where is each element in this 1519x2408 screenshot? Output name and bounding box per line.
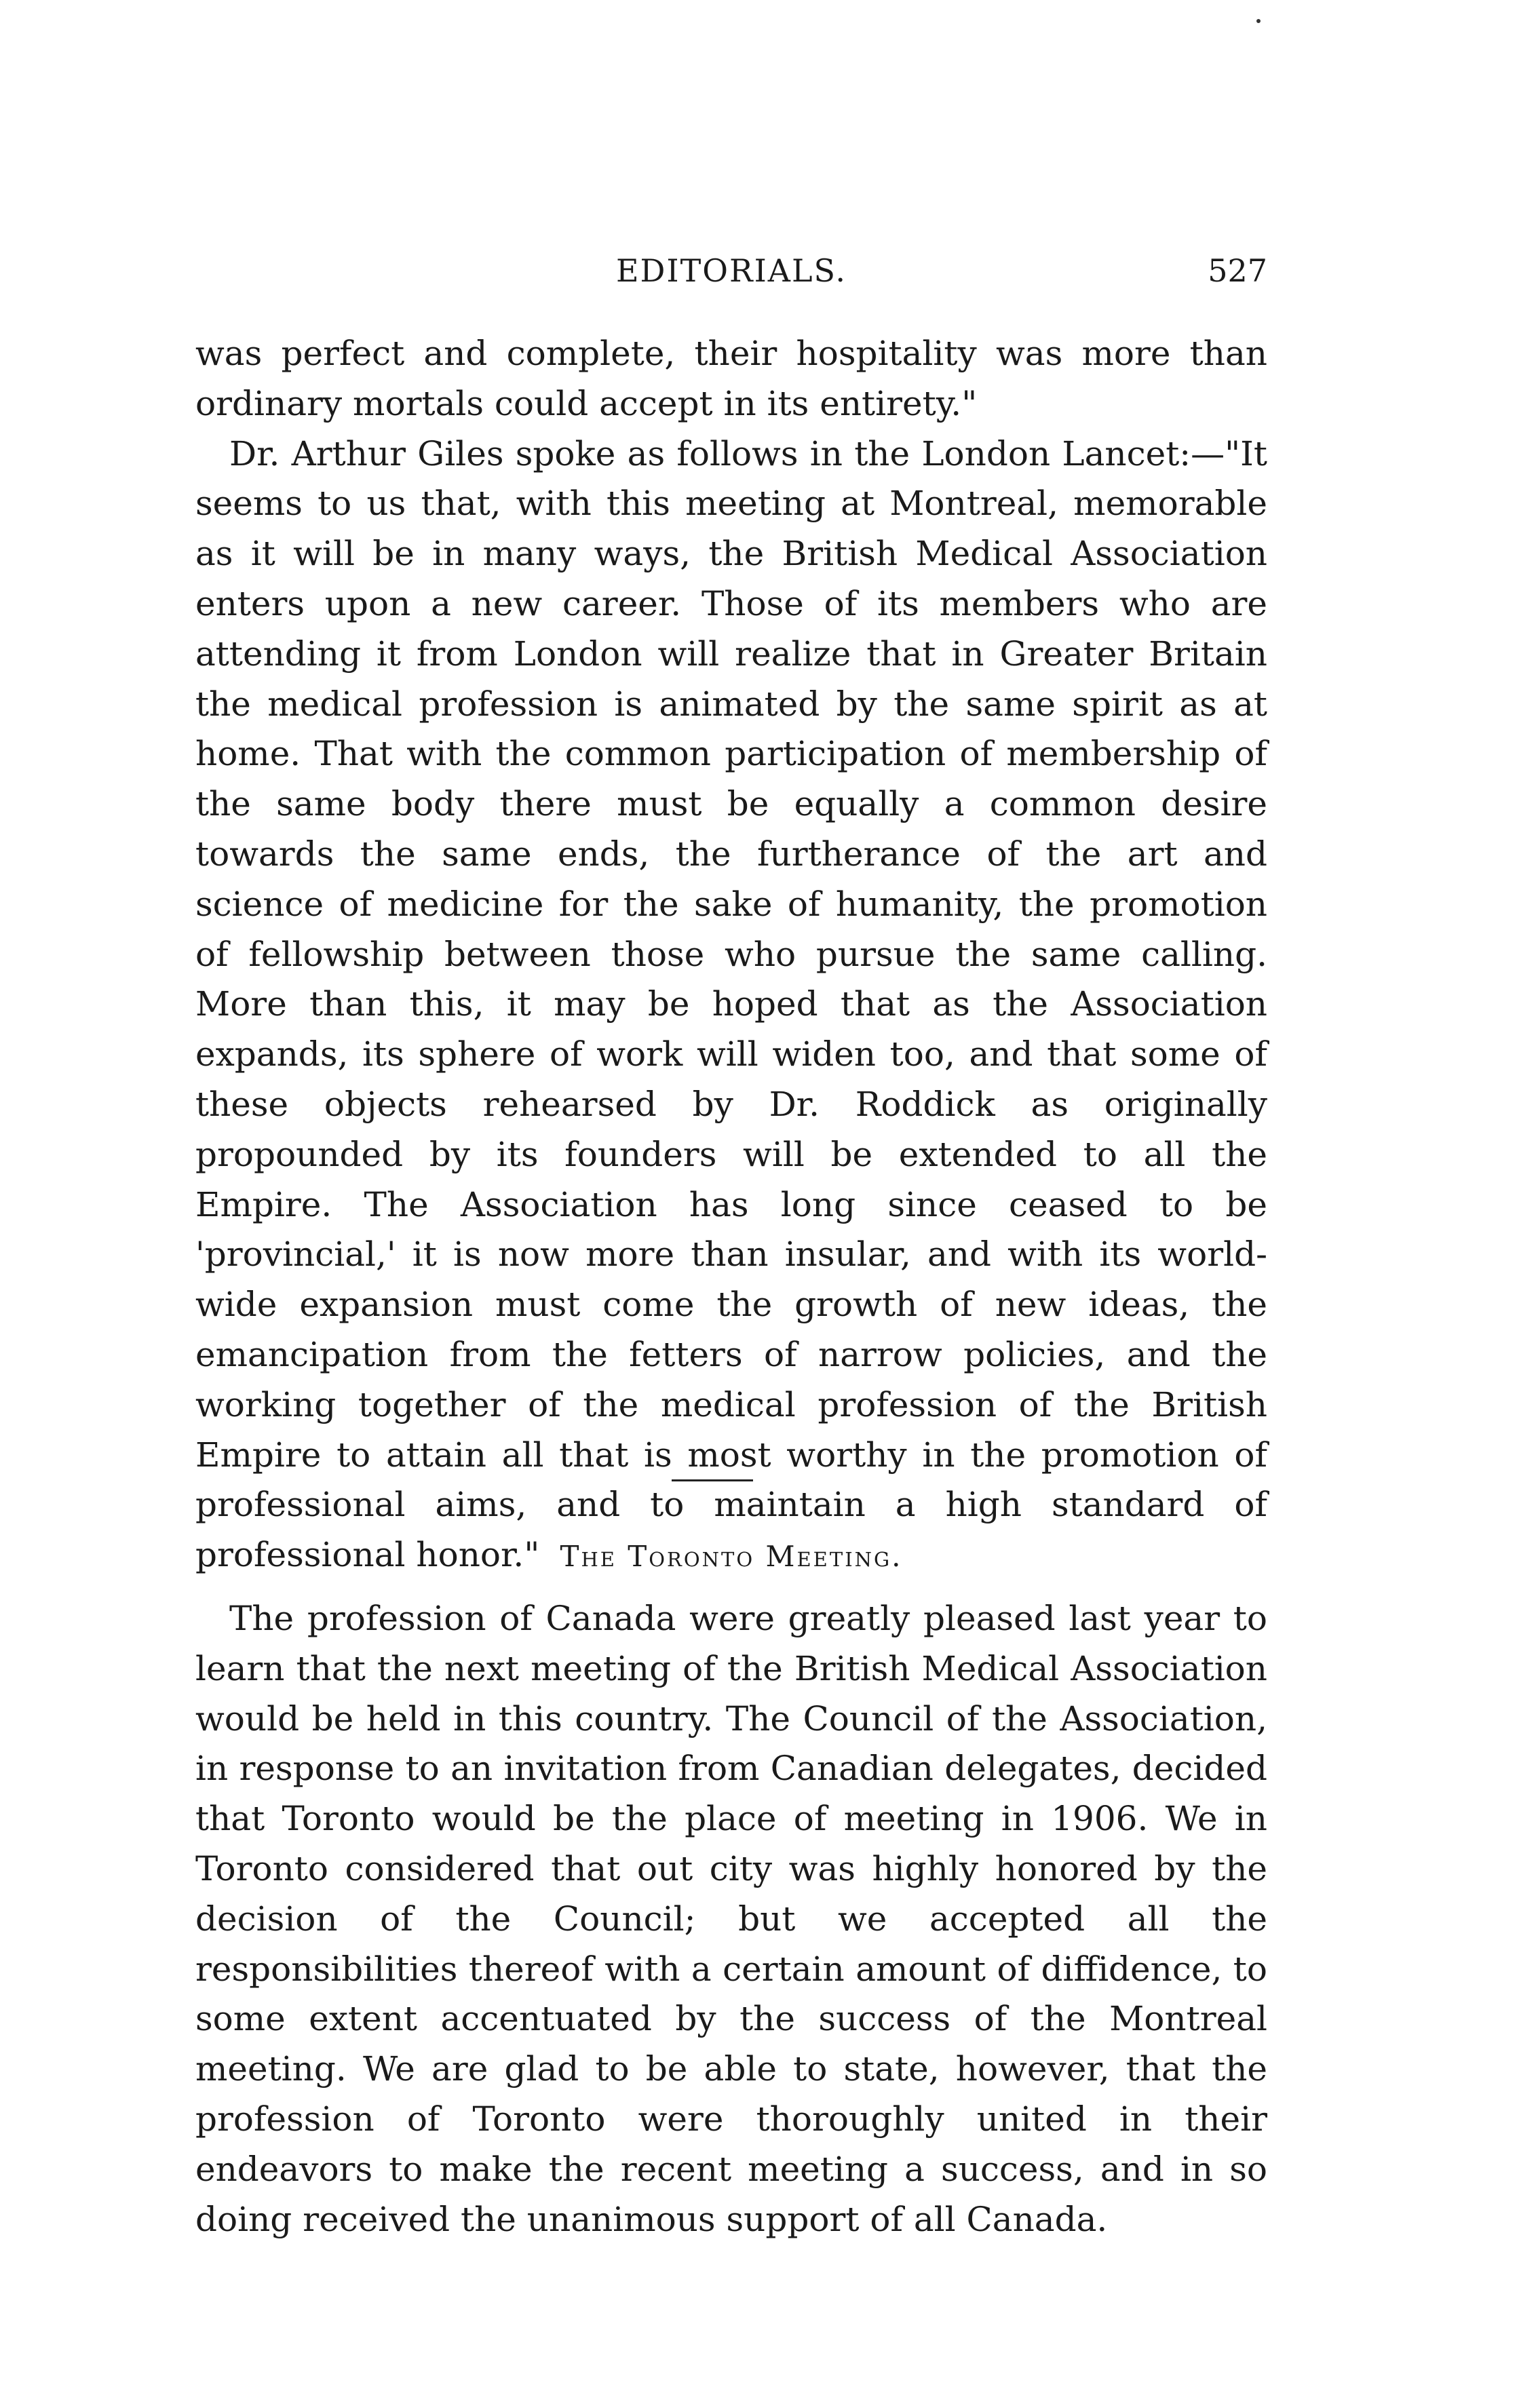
editorial-body-top (195, 329, 1267, 1580)
paragraph-giles-quote: Dr. Arthur Giles spoke as follows in the London Lancet:—"It seems to us that, with this meeting at Montreal, memorable as it will be in many ways, the British Medical Association enters upon a new career. Those of its members who are attending it from London will realize that in Greater Britain the medical profession is animated by the same spirit as at home. That with the common participation of membership of the same body there must be equally a common desire towards the same ends, the furtherance of the art and science of medicine for the sake of humanity, the promotion of fellowship between those who pursue the same calling. More than this, it may be hoped that as the Association expands, its sphere of work will widen too, and that some of these objects rehearsed by Dr. Roddick as originally propounded by its founders will be extended to all the Empire. The Association has long since ceased to be 'provincial,' it is now more than insular, and with its world-wide expansion must come the growth of new ideas, the emancipation from the fetters of narrow policies, and the working together of the medical profession of the British Empire to attain all that is most worthy in the promotion of professional aims, and to maintain a high standard of professional honor." (195, 433, 1267, 1575)
page-number: 527 (1208, 252, 1267, 289)
running-head: EDITORIALS. (615, 252, 847, 289)
editorial-body-bottom (195, 1594, 1267, 2245)
section-divider (672, 1479, 753, 1481)
page-header (195, 252, 1267, 307)
section-heading: The Toronto Meeting. (560, 1540, 903, 1573)
paragraph-toronto-meeting: The profession of Canada were greatly pleased last year to learn that the next meeting of the British Medical Association would be held in this country. The Council of the Association, in response to an invitation from Canadian delegates, decided that Toronto would be the place of meeting in 1906. We in Toronto considered that out city was highly honored by the decision of the Council; but we accepted all the responsibilities thereof with a certain amount of diffidence, to some extent accentuated by the success of the Montreal meeting. We are glad to be able to state, however, that the profession of Toronto were thoroughly united in their endeavors to make the recent meeting a success, and in so doing received the unanimous support of all Canada. (195, 1599, 1267, 2239)
scan-speck (1256, 19, 1261, 23)
paragraph-continuation: was perfect and complete, their hospitality was more than ordinary mortals could accept in its entirety." (195, 334, 1267, 423)
